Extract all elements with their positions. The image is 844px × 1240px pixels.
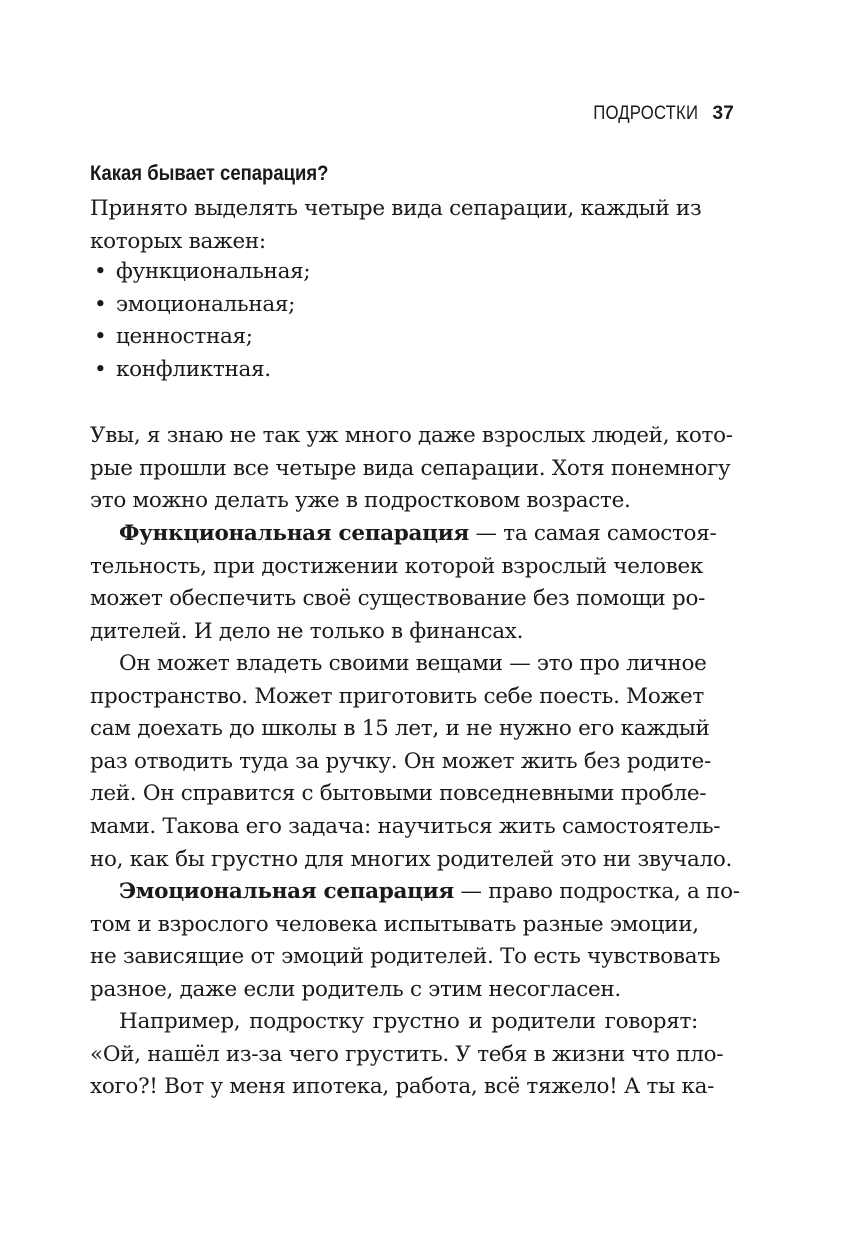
text-fragment: — та самая самостоя-	[468, 521, 717, 546]
text-line: но, как бы грустно для многих родителей это ни звучало.	[90, 846, 733, 872]
text-line: Он может владеть своими вещами — это про личное	[119, 651, 707, 676]
list-item-label: конфликтная.	[116, 356, 271, 382]
paragraph-alas	[90, 420, 733, 518]
page-number: 37	[712, 103, 734, 124]
list-item	[90, 354, 310, 387]
list-item	[90, 256, 310, 289]
text-line: не зависящие от эмоций родителей. То есть чувствовать	[90, 944, 721, 970]
list-item-label: функциональная;	[116, 259, 311, 284]
text-fragment: — право подростка, а по-	[453, 879, 740, 904]
list-item-label: ценностная;	[116, 324, 253, 350]
text-line: разное, даже если родитель с этим несогласен.	[90, 976, 621, 1002]
running-head-section: ПОДРОСТКИ	[593, 103, 699, 124]
separation-types-list	[90, 256, 310, 386]
text-line: хого?! Вот у меня ипотека, работа, всё тяжело! А ты ка-	[90, 1074, 715, 1100]
text-line: рые прошли все четыре вида сепарации. Хотя понемногу	[90, 455, 731, 481]
text-line: Увы, я знаю не так уж много даже взрослых людей, кото-	[90, 423, 733, 448]
bullet-icon: •	[94, 324, 107, 350]
term-functional-separation: Функциональная сепарация	[119, 521, 469, 546]
text-line	[90, 518, 717, 551]
text-line: может обеспечить своё существование без помощи ро-	[90, 586, 706, 612]
term-emotional-separation: Эмоциональная сепарация	[119, 879, 454, 904]
text-line: лей. Он справится с бытовыми повседневными пробле-	[90, 781, 707, 807]
paragraph-own-things	[90, 648, 733, 876]
paragraph-emotional-separation	[90, 876, 740, 1006]
text-line: тельность, при достижении которой взрослый человек	[90, 553, 704, 579]
text-line: это можно делать уже в подростковом возрасте.	[90, 488, 631, 514]
text-line: раз отводить туда за ручку. Он может жить без родите-	[90, 748, 711, 774]
paragraph-functional-separation	[90, 518, 717, 648]
paragraph-example	[90, 1006, 724, 1104]
bullet-icon: •	[94, 356, 107, 382]
text-line	[90, 876, 740, 909]
list-item	[90, 289, 310, 322]
text-line: дителей. И дело не только в финансах.	[90, 618, 524, 644]
list-item-label: эмоциональная;	[116, 291, 296, 317]
intro-paragraph	[90, 193, 702, 258]
bullet-icon: •	[94, 291, 107, 317]
text-line: том и взрослого человека испытывать разные эмоции,	[90, 911, 699, 937]
text-line: пространство. Может приготовить себе поесть. Может	[90, 683, 704, 709]
text-line: мами. Такова его задача: научиться жить самостоятель-	[90, 813, 721, 839]
list-item	[90, 321, 310, 354]
text-line: Например, подростку грустно и родители говорят:	[119, 1009, 698, 1034]
text-line: «Ой, нашёл из-за чего грустить. У тебя в жизни что пло-	[90, 1041, 724, 1067]
book-page	[90, 0, 740, 1240]
bullet-icon: •	[94, 259, 107, 284]
text-line: сам доехать до школы в 15 лет, и не нужно его каждый	[90, 716, 710, 742]
text-line: Принято выделять четыре вида сепарации, каждый из	[90, 196, 702, 221]
text-line: которых важен:	[90, 228, 266, 254]
section-heading: Какая бывает сепарация?	[90, 162, 329, 185]
running-head	[579, 103, 734, 125]
